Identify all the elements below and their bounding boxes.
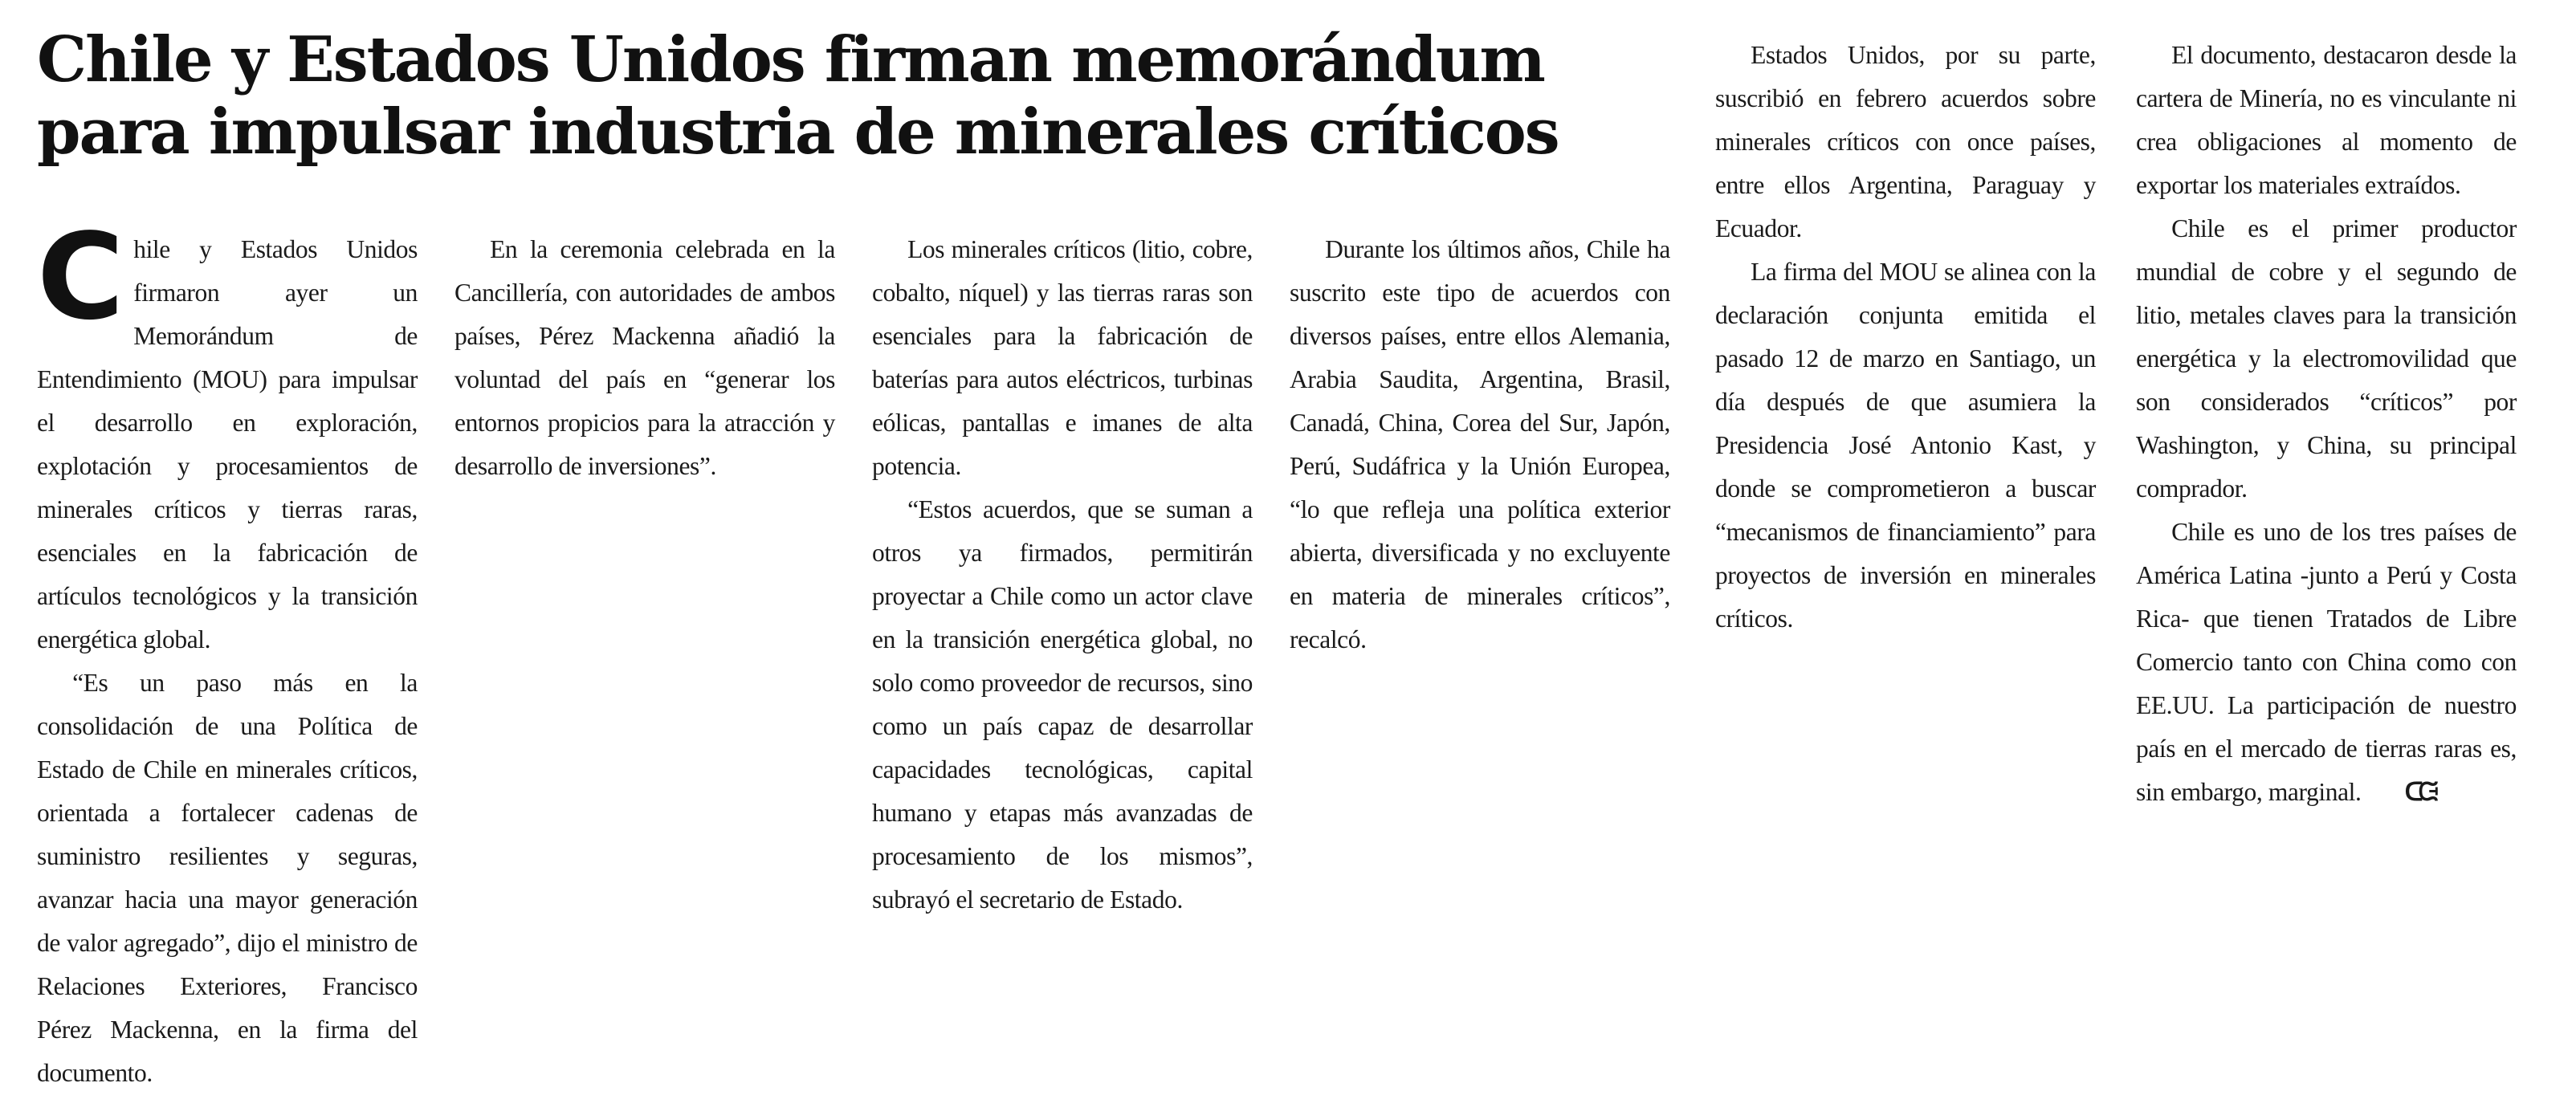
article-column-5 xyxy=(1715,34,2096,641)
paragraph-9-text: El documento, destacaron desde la cartera de Minería, no es vinculante ni crea obligaciones al momento de exportar los materiales extraídos. xyxy=(2136,41,2517,199)
article-column-1 xyxy=(37,208,418,1095)
paragraph-5-text: “Estos acuerdos, que se suman a otros ya firmados, permitirán proyectar a Chile como un actor clave en la transición energética global, no solo como proveedor de recursos, sino como un país capaz de desarrollar capacidades tecnológicas, capital humano y etapas más avanzadas de procesamiento de los mismos”, subrayó el secretario de Estado. xyxy=(872,495,1253,914)
article-paragraph-7 xyxy=(1715,34,2096,250)
paragraph-8-text: La firma del MOU se alinea con la declaración conjunta emitida el pasado 12 de marzo en Santiago, un día después de que asumiera la Presidencia José Antonio Kast, y donde se comprometieron a buscar “mecanismos de financiamiento” para proyectos de inversión en minerales críticos. xyxy=(1715,258,2096,633)
article-paragraph-1 xyxy=(37,208,418,661)
article-paragraph-3 xyxy=(454,228,835,488)
article-paragraph-2 xyxy=(37,661,418,1095)
article-paragraph-10 xyxy=(2136,207,2517,511)
drop-cap: C xyxy=(37,208,124,346)
paragraph-3-text: En la ceremonia celebrada en la Cancillería, con autoridades de ambos países, Pérez Mackenna añadió la voluntad del país en “generar los entornos propicios para la atracción y desarrollo de inversiones”. xyxy=(454,235,835,480)
headline xyxy=(37,24,1635,169)
paragraph-7-text: Estados Unidos, por su parte, suscribió en febrero acuerdos sobre minerales críticos con once países, entre ellos Argentina, Paraguay y Ecuador. xyxy=(1715,41,2096,242)
headline-line-1: Chile y Estados Unidos firman memorándum xyxy=(37,23,1544,96)
article-paragraph-5 xyxy=(872,488,1253,922)
article-paragraph-9 xyxy=(2136,34,2517,207)
article-paragraph-8 xyxy=(1715,250,2096,641)
column-2-spacer xyxy=(454,185,835,228)
article-column-4 xyxy=(1290,228,1670,661)
paragraph-6-text: Durante los últimos años, Chile ha suscrito este tipo de acuerdos con diversos países, entre ellos Alemania, Arabia Saudita, Argentina, Brasil, Canadá, China, Corea del Sur, Japón, Perú, Sudáfrica y la Unión Europea, “lo que refleja una política exterior abierta, diversificada y no excluyente en materia de minerales críticos”, recalcó. xyxy=(1290,235,1670,653)
article-column-6 xyxy=(2136,34,2517,814)
article-paragraph-6 xyxy=(1290,228,1670,661)
paragraph-10-text: Chile es el primer productor mundial de cobre y el segundo de litio, metales claves para la transición energética y la electromovilidad que son considerados “críticos” por Washington, y China, su principal comprador. xyxy=(2136,214,2517,503)
article-paragraph-11 xyxy=(2136,511,2517,814)
article-column-2 xyxy=(454,185,835,488)
paragraph-1-text: hile y Estados Unidos firmaron ayer un Memorándum de Entendimiento (MOU) para impulsar el desarrollo en exploración, explotación y procesamientos de minerales críticos y tierras raras, esenciales en la fabricación de artículos tecnológicos y la transición energética global. xyxy=(37,235,418,653)
end-of-article-mark: ᑕᙍ xyxy=(2404,778,2434,806)
paragraph-2-text: “Es un paso más en la consolidación de una Política de Estado de Chile en minerales críticos, orientada a fortalecer cadenas de suministro resilientes y seguras, avanzar hacia una mayor generación de valor agregado”, dijo el ministro de Relaciones Exteriores, Francisco Pérez Mackenna, en la firma del documento. xyxy=(37,669,418,1087)
paragraph-11-text: Chile es uno de los tres países de América Latina -junto a Perú y Costa Rica- que tienen Tratados de Libre Comercio tanto con China como con EE.UU. La participación de nuestro país en el mercado de tierras raras es, sin embargo, marginal. xyxy=(2136,518,2517,806)
paragraph-4-text: Los minerales críticos (litio, cobre, cobalto, níquel) y las tierras raras son esenciales para la fabricación de baterías para autos eléctricos, turbinas eólicas, pantallas e imanes de alta potencia. xyxy=(872,235,1253,480)
headline-line-2: para impulsar industria de minerales críticos xyxy=(37,96,1559,169)
article-column-3 xyxy=(872,228,1253,922)
article-paragraph-4 xyxy=(872,228,1253,488)
